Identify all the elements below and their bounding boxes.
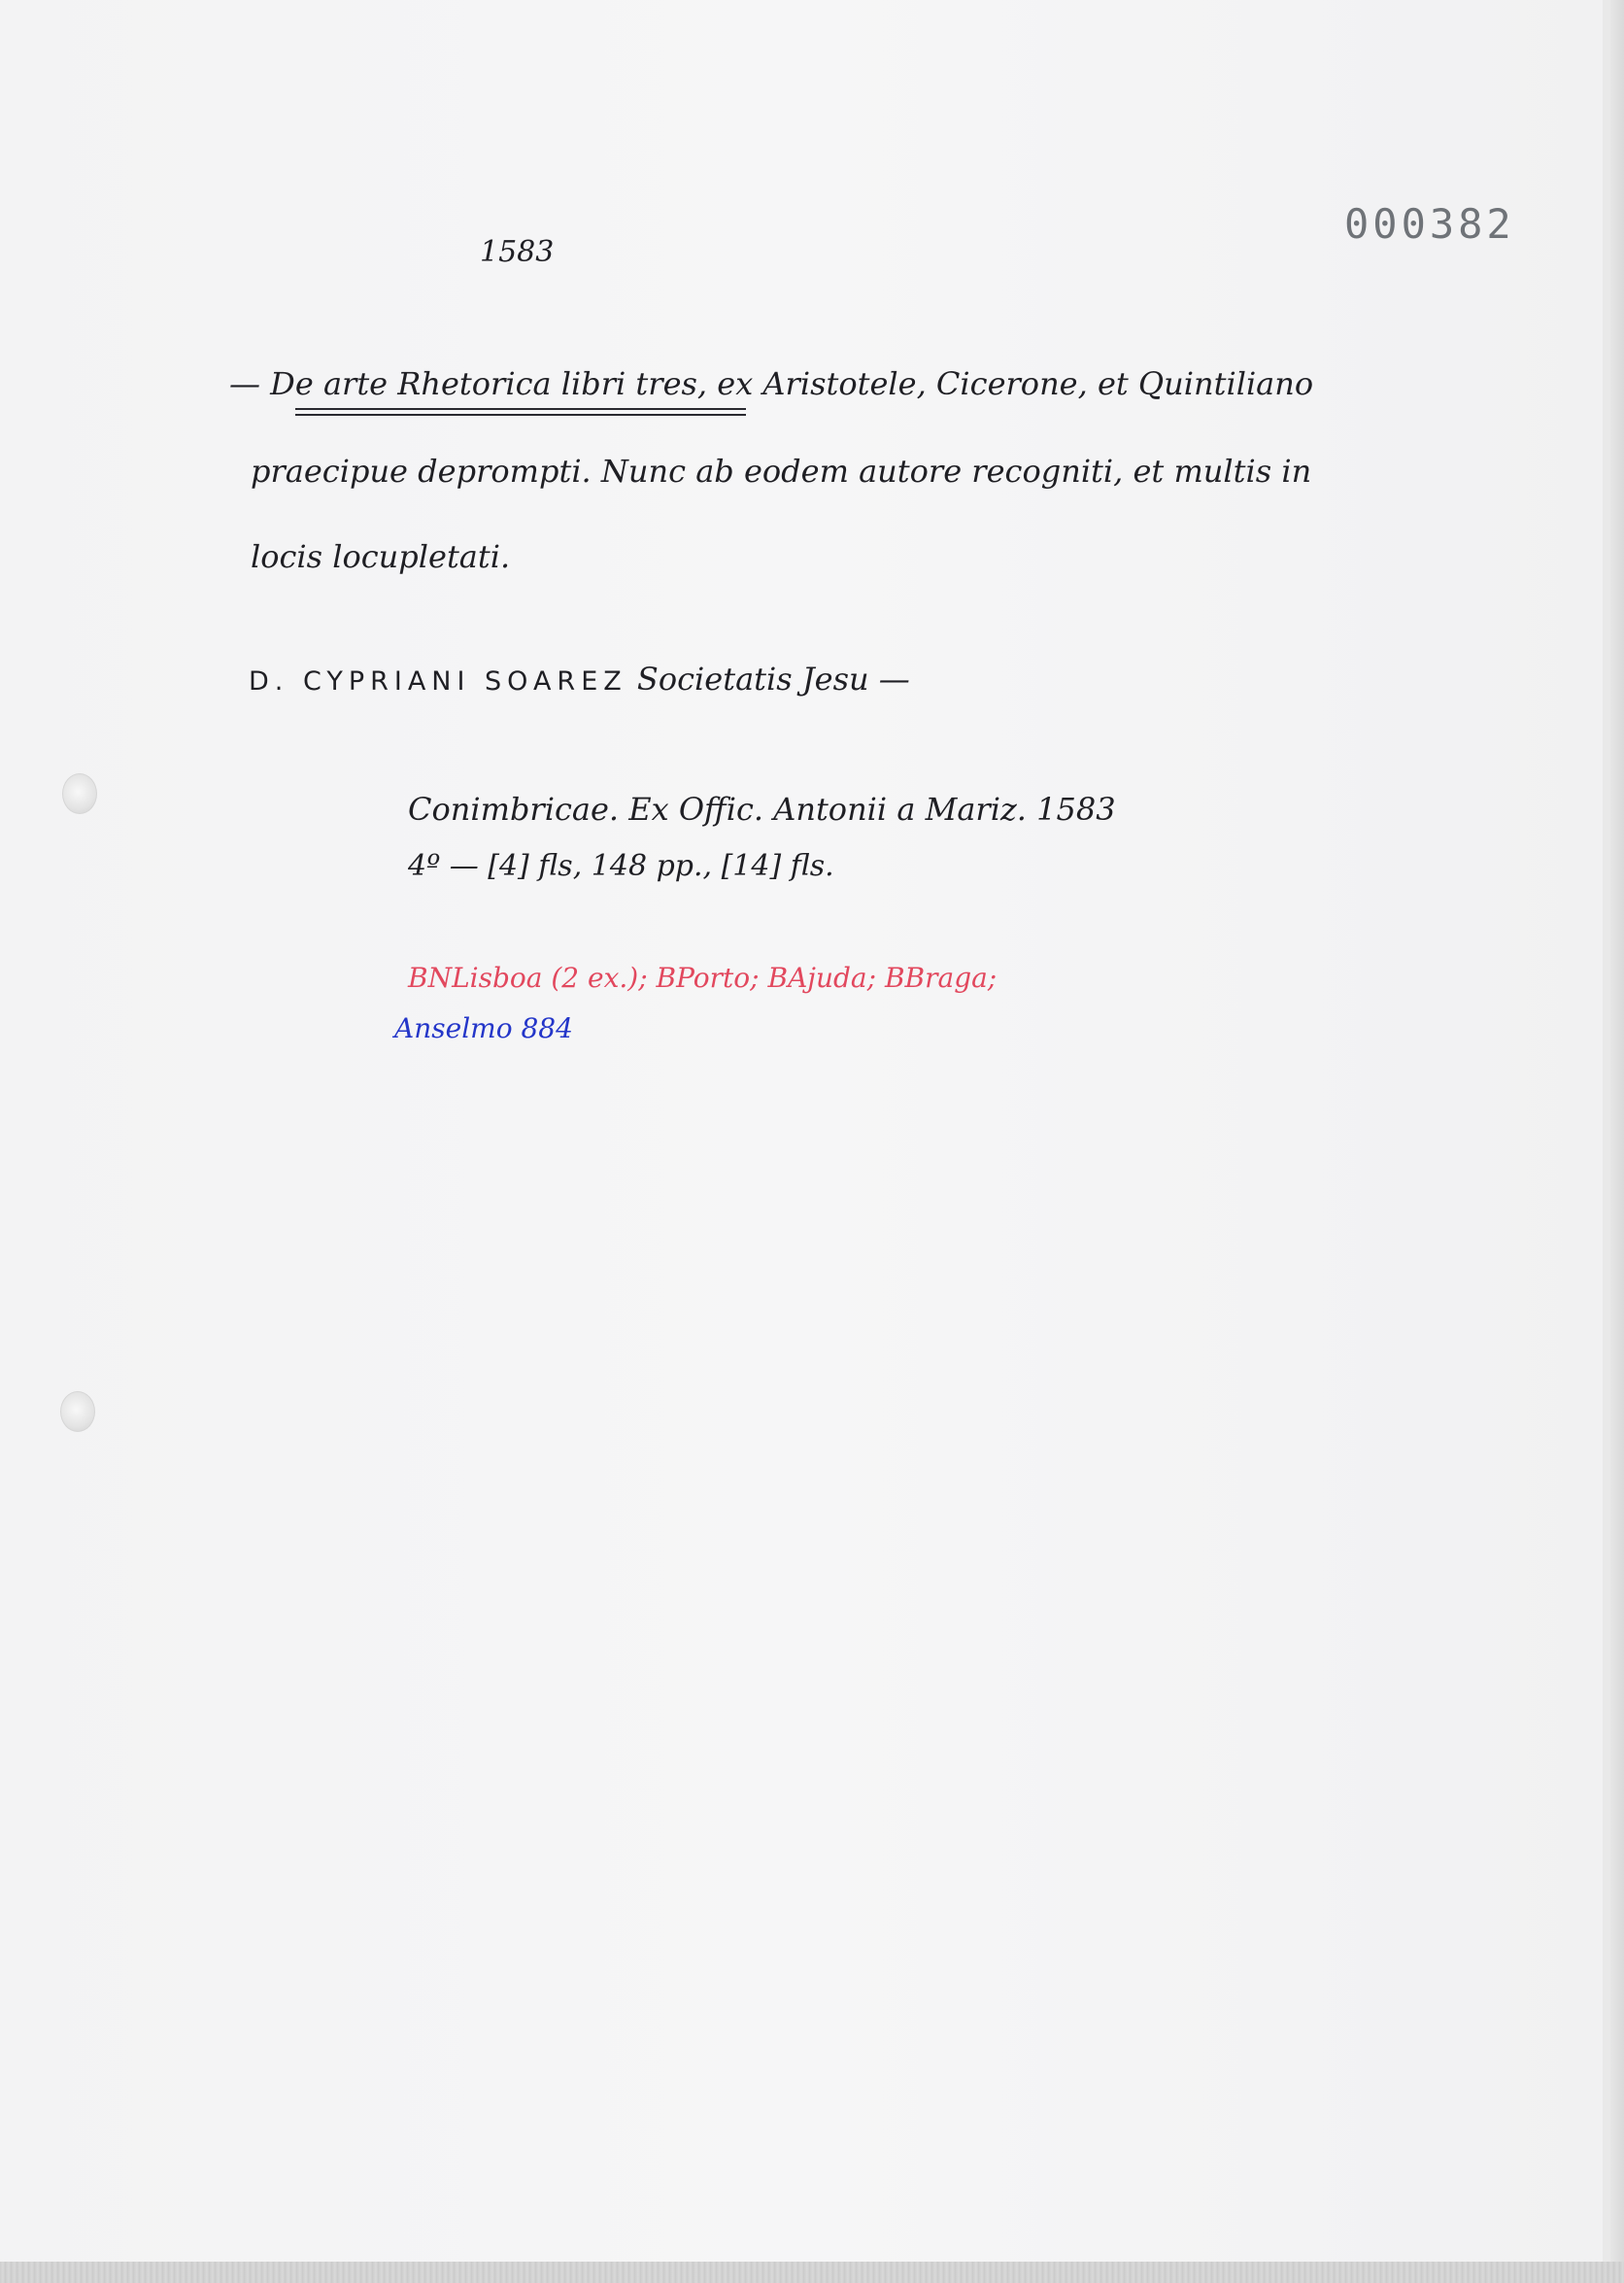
punch-hole-icon (60, 1391, 95, 1432)
title-underlined: De arte Rhetorica libri tres (270, 365, 697, 402)
bibliographic-reference: Anselmo 884 (394, 1012, 573, 1044)
title-line-3: locis locupletati. (251, 538, 511, 575)
punch-hole-icon (62, 773, 97, 814)
title-line-1-rest: , ex Aristotele, Cicerone, et Quintiliano (696, 365, 1314, 402)
author-name: D. CYPRIANI SOAREZ (249, 666, 627, 697)
author-line (249, 661, 910, 698)
collation-line: 4º — [4] fls, 148 pp., [14] fls. (408, 849, 834, 883)
imprint-line: Conimbricae. Ex Offic. Antonii a Mariz. 1583 (408, 791, 1116, 828)
holdings-line: BNLisboa (2 ex.); BPorto; BAjuda; BBraga; (408, 962, 998, 994)
reference-number-stamp: 000382 (1344, 200, 1515, 248)
scan-bottom-edge (0, 2262, 1624, 2283)
author-affiliation: Societatis Jesu — (636, 661, 910, 698)
paper-edge (1610, 0, 1624, 2283)
title-double-underline-top (295, 408, 746, 410)
title-line-2: praecipue deprompti. Nunc ab eodem autore recogniti, et multis in (251, 453, 1312, 490)
title-double-underline-bottom (295, 414, 746, 416)
year-heading: 1583 (480, 235, 555, 269)
title-line-1 (229, 365, 1313, 402)
entry-dash: — (229, 365, 260, 402)
